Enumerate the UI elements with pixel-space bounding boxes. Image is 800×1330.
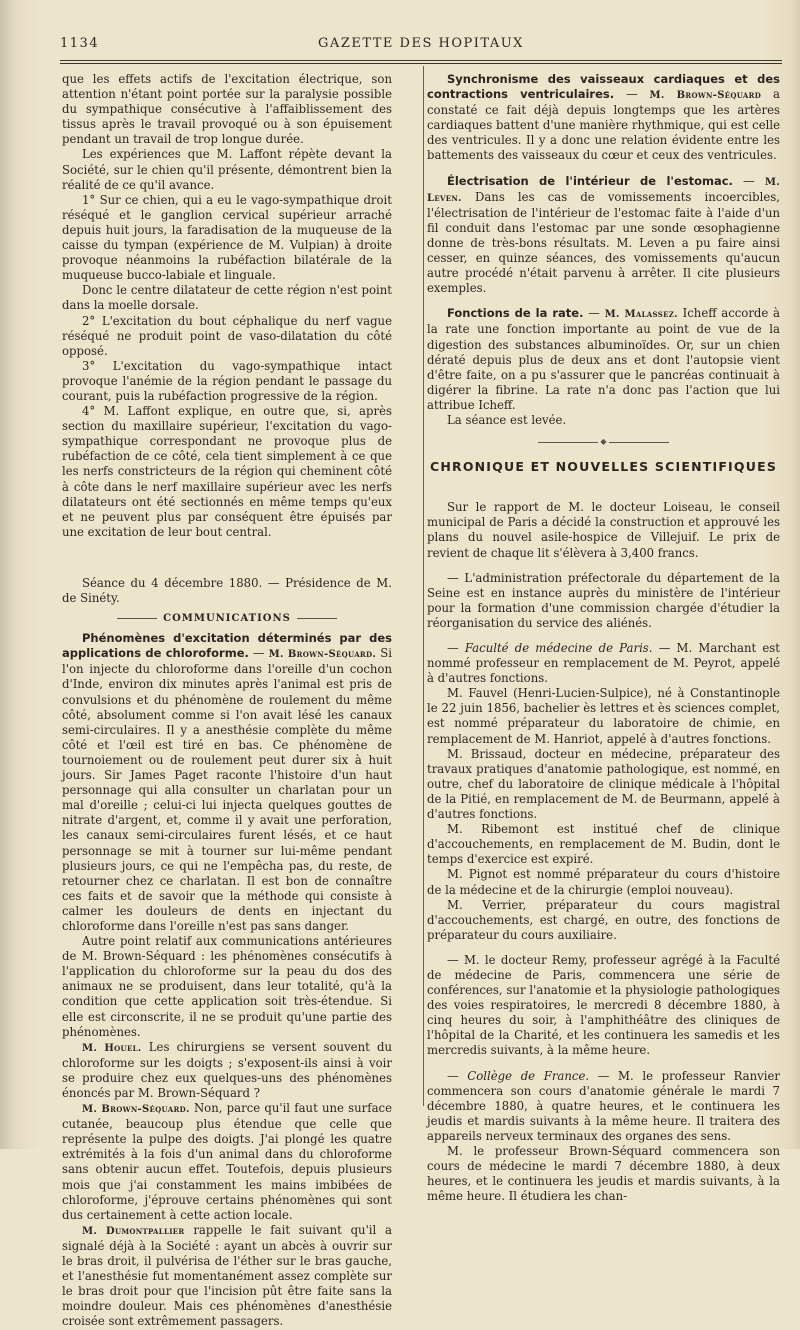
news-item: M. Ribemont est institué chef de clinique d'accouchements, en remplacement de M. Budin, dont le temps d'exercice est expiré. bbox=[427, 822, 780, 867]
section-title: CHRONIQUE ET NOUVELLES SCIENTIFIQUES bbox=[429, 459, 778, 475]
paragraph: Autre point relatif aux communications antérieures de M. Brown-Séquard : les phénomènes consécutifs à l'application du chloroforme sur la peau du dos des animaux ne se produisent, dans leur totalité, qu'à la condition que cette application soit très-étendue. Si elle est circonscrite, il ne se produit qu'une partie des phénomènes. bbox=[62, 934, 392, 1039]
column-separator bbox=[423, 66, 424, 1106]
session-heading: Séance du 4 décembre 1880. — Présidence de M. de Sinéty. bbox=[62, 575, 392, 605]
article-title: Synchronisme des vaisseaux cardiaques et des contractions ventriculaires. bbox=[427, 72, 780, 102]
paragraph: que les effets actifs de l'excitation électrique, son attention n'étant point portée sur la paralysie possible du sympathique consécutive à l'affaiblissement des tissus après le travail provoqué ou à son épuisement pendant un travail de trop longue durée. bbox=[62, 72, 392, 147]
paragraph-brown-sequard: M. Brown-Séquard. Non, parce qu'il faut une surface cutanée, beaucoup plus étendue que celle que représente la pulpe des doigts. J'ai plongé les quatre extrémités à la fois d'un animal dans du chloroforme sans obtenir aucun effet. Toutefois, depuis plusieurs mois que j'ai constamment les mains imbibées de chloroforme, j'éprouve certains phénomènes qui sont dus certainement à cette action locale. bbox=[62, 1101, 392, 1222]
paragraph: 2° L'excitation du bout céphalique du nerf vague réséqué ne produit point de vaso-dilatation du côté opposé. bbox=[62, 313, 392, 358]
right-column bbox=[427, 72, 780, 1204]
spacer bbox=[427, 164, 780, 174]
news-item: M. Brissaud, docteur en médecine, préparateur des travaux pratiques d'anatomie pathologique, est nommé, en outre, chef du laboratoire de clinique médicale à l'hôpital de la Pitié, en remplacement de M. de Beurmann, appelé à d'autres fonctions. bbox=[427, 746, 780, 822]
paragraph: Donc le centre dilatateur de cette région n'est point dans la moelle dorsale. bbox=[62, 283, 392, 313]
news-item: M. Verrier, préparateur du cours magistral d'accouchements, est chargé, en outre, des fonctions de préparateur du cours auxiliaire. bbox=[427, 897, 780, 942]
article-title: Phénomènes d'excitation déterminés par des applications de chloroforme. bbox=[62, 631, 392, 661]
spacer bbox=[427, 631, 780, 641]
author: M. Leven. bbox=[427, 176, 780, 204]
author: M. Brown-Séquard. bbox=[268, 649, 377, 661]
author: M. Brown-Séquard bbox=[649, 90, 762, 102]
article-phenomenes: Phénomènes d'excitation déterminés par des applications de chloroforme. — M. Brown-Séquard. Si l'on injecte du chloroforme dans l'oreille d'un cochon d'Inde, environ dix minutes après l'animal est pris de convulsions et du phénomène de roulement du même côté, absolument comme si l'on avait lésé les canaux semi-circulaires. Il y a anesthésie complète du même côté et l'œil est tiré en bas. Ce phénomène de tournoiement ou de roulement peut durer six à huit jours. Sir James Paget raconte l'histoire d'un haut personnage qui alla consulter un charlatan pour un mal d'oreille ; celui-ci lui injecta quelques gouttes de nitrate d'argent, et, comme il y avait une perforation, les canaux semi-circulaires furent lésés, et ce haut personnage se mit à tourner sur lui-même pendant plusieurs jours, ce qui ne l'empêcha pas, du reste, de retourner chez ce charlatan. Il est bon de connaître ces faits et de savoir que la méthode qui consiste à calmer les douleurs de dents en injectant du chloroforme dans l'oreille n'est pas sans danger. bbox=[62, 631, 392, 933]
news-item: M. Pignot est nommé préparateur du cours d'histoire de la médecine et de la chirurgie (emploi nouveau). bbox=[427, 867, 780, 897]
news-item: — M. le docteur Remy, professeur agrégé à la Faculté de médecine de Paris, commencera une série de conférences, sur l'anatomie et la physiologie pathologiques des voies respiratoires, le mercredi 8 décembre 1880, à cinq heures du soir, à l'amphithéâtre des cliniques de l'hôpital de la Charité, et les continuera les samedis et les mercredis suivants, à la même heure. bbox=[427, 952, 780, 1058]
paragraph-dumontpallier: M. Dumontpallier rappelle le fait suivant qu'il a signalé déjà à la Société : ayant un abcès à ouvrir sur le bras droit, il pulvérisa de l'éther sur le bras gauche, et l'anesthésie fut momentanément assez complète sur le bras droit pour que l'incision pût être faite sans la moindre douleur. Mais ces phénomènes d'anesthésie croisée sont extrêmement passagers. bbox=[62, 1222, 392, 1329]
closing-line: La séance est levée. bbox=[447, 412, 567, 427]
journal-title: GAZETTE DES HOPITAUX bbox=[318, 36, 524, 51]
author: M. Houel. bbox=[82, 1042, 142, 1054]
article-electrisation: Électrisation de l'intérieur de l'estomac. — M. Leven. Dans les cas de vomissements incoercibles, l'électrisation de l'intérieur de l'estomac faite à l'aide d'un fil conduit dans l'estomac par une sonde œsophagienne donne de très-bons résultats. M. Leven a pu faire ainsi cesser, en quinze séances, des vomissements qu'aucun autre procédé n'était parvenu à arrêter. Il cite plusieurs exemples. bbox=[427, 173, 781, 296]
header-rule-secondary bbox=[60, 63, 782, 64]
author: M. Dumontpallier bbox=[82, 1225, 185, 1237]
paragraph: 3° L'excitation du vago-sympathique intact provoque l'anémie de la région pendant le passage du courant, puis la rubéfaction progressive de la région. bbox=[62, 358, 392, 403]
paragraph-houel: M. Houel. Les chirurgiens se versent souvent du chloroforme sur les doigts ; s'exposent-ils ainsi à voir se produire chez eux quelques-uns des phénomènes énoncés par M. Brown-Séquard ? bbox=[62, 1039, 393, 1100]
page-header bbox=[60, 36, 782, 56]
news-item-college: — Collège de France. — M. le professeur Ranvier commencera son cours d'anatomie générale le mardi 7 décembre 1880, à quatre heures, et le continuera les jeudis et mardis suivants à la même heure. Il traitera des appareils nerveux terminaux des organes des sens. bbox=[427, 1068, 781, 1143]
author: M. Malassez. bbox=[604, 309, 678, 321]
left-column bbox=[62, 72, 392, 1330]
spacer bbox=[427, 1059, 780, 1069]
author: M. Brown-Séquard. bbox=[82, 1104, 190, 1116]
news-item: — L'administration préfectorale du département de la Seine est en instance auprès du ministère de l'intérieur pour la formation d'une commission chargée d'étudier la réorganisation du service des aliénés. bbox=[427, 570, 780, 630]
paragraph: Les expériences que M. Laffont répète devant la Société, sur le chien qu'il présente, démontrent bien la réalité de ce qu'il avance. bbox=[62, 147, 392, 192]
news-item: Sur le rapport de M. le docteur Loiseau, le conseil municipal de Paris a décidé la construction et approuvé les plans du nouvel asile-hospice de Villejuif. Le prix de revient de chaque lit s'élèvera à 3,400 francs. bbox=[427, 500, 780, 560]
spacer bbox=[427, 561, 780, 571]
spacer bbox=[62, 540, 392, 562]
page-number: 1134 bbox=[60, 36, 100, 51]
spacer bbox=[427, 296, 780, 306]
paragraph: 1° Sur ce chien, qui a eu le vago-sympathique droit réséqué et le ganglion cervical supérieur arraché depuis huit jours, la faradisation de la muqueuse de la caisse du tympan (expérience de M. Vulpian) à droite provoque néanmoins la rubéfaction bilatérale de la muqueuse bucco-labiale et linguale. bbox=[62, 192, 392, 283]
article-rate: Fonctions de la rate. — M. Malassez. Icheff accorde à la rate une fonction importante au point de vue de la digestion des substances albuminoïdes. Or, sur un chien dératé depuis plus de deux ans et dont l'autopsie vient d'être faite, on a pu s'assurer que le pancréas continuait à digérer la fibrine. La rate n'a donc pas l'action que lui attribue Icheff. bbox=[427, 306, 780, 412]
article-synchronisme: Synchronisme des vaisseaux cardiaques et des contractions ventriculaires. — M. Brown-Séquard a constaté ce fait déjà depuis longtemps que les artères cardiaques battent d'une manière rhythmique, qui est celle des ventricules. Il y a donc une relation évidente entre les battements des vaisseaux du cœur et ceux des ventricules. bbox=[427, 72, 780, 163]
paragraph: 4° M. Laffont explique, en outre que, si, après section du maxillaire supérieur, l'excitation du vago-sympathique correspondant ne provoque plus de rubéfaction de ce côté, cela tient simplement à ce que les nerfs constricteurs de la région qui cheminent côté à côte dans le nerf maxillaire supérieur avec les nerfs dilatateurs ont été sectionnés en même temps qu'eux et ne peuvent plus par conséquent être épuisés par une excitation de leur bout central. bbox=[62, 404, 392, 539]
article-title: Électrisation de l'intérieur de l'estomac. bbox=[447, 173, 733, 188]
news-item-faculte: — Faculté de médecine de Paris. — M. Marchant est nommé professeur en remplacement de M. Peyrot, appelé à d'autres fonctions. bbox=[427, 641, 780, 686]
ornament-divider: ◆ bbox=[427, 434, 780, 449]
spacer bbox=[427, 943, 780, 953]
article-title: Fonctions de la rate. bbox=[447, 306, 584, 321]
header-rule bbox=[60, 60, 782, 61]
news-item: M. le professeur Brown-Séquard commencera son cours de médecine le mardi 7 décembre 1880, à deux heures, et le continuera les jeudis et mardis suivants, à la même heure. Il étudiera les chan- bbox=[427, 1144, 780, 1204]
communications-heading: COMMUNICATIONS bbox=[62, 611, 392, 626]
news-item: M. Fauvel (Henri-Lucien-Sulpice), né à Constantinople le 22 juin 1856, bachelier ès lettres et ès sciences complet, est nommé préparateur du laboratoire de chimie, en remplacement de M. Hanriot, appelé à d'autres fonctions. bbox=[427, 686, 780, 746]
